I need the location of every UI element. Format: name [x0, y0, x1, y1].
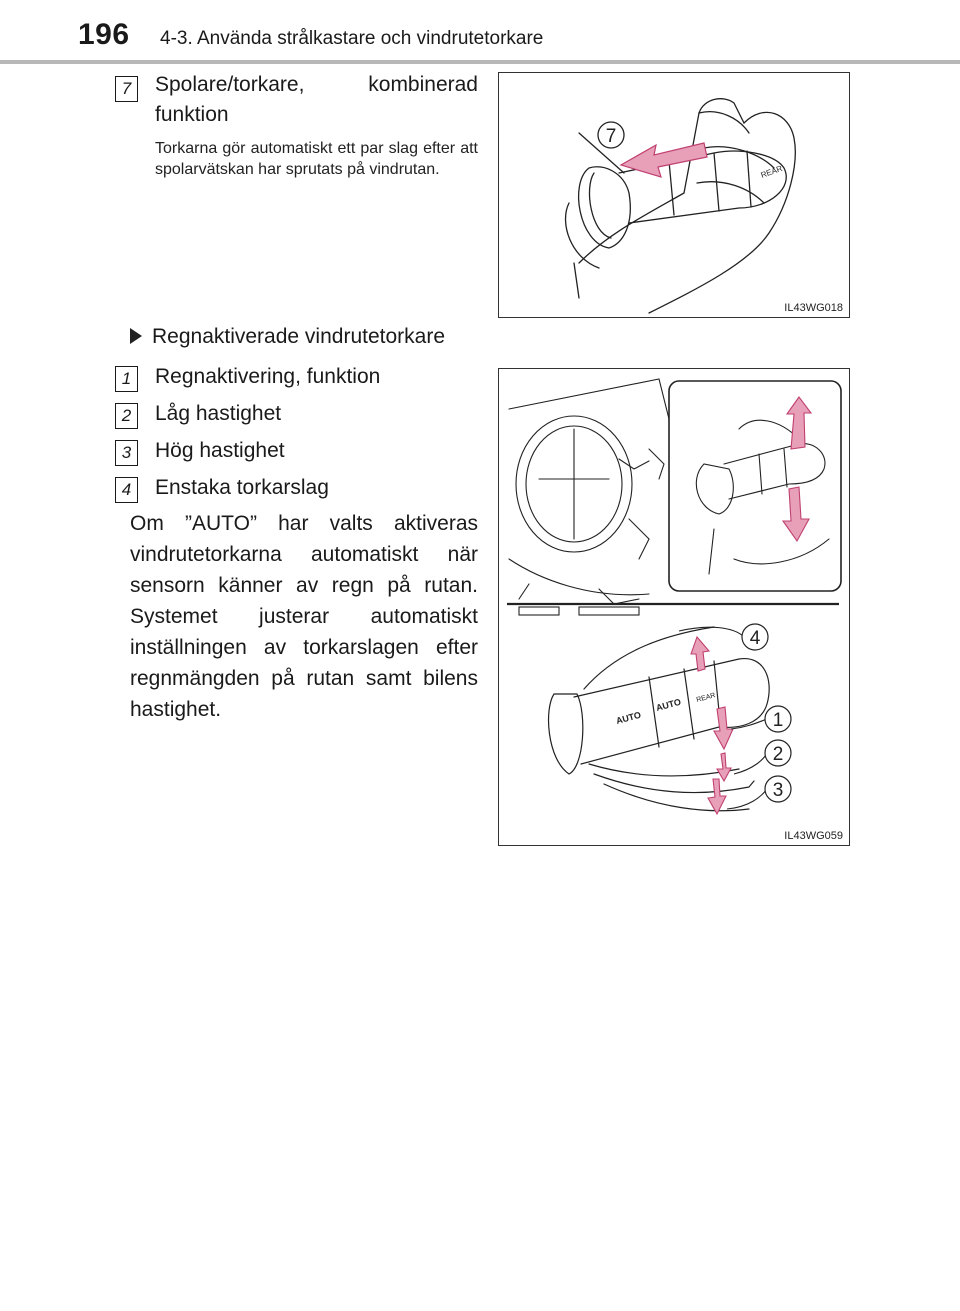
header-rule [0, 60, 960, 64]
wiper-lever-illustration [499, 73, 849, 317]
rain-section-heading [130, 322, 445, 352]
arrow-high-icon [708, 779, 726, 814]
rain-wiper-illustration [499, 369, 849, 845]
callout-2: 2 [772, 744, 784, 765]
figure-washer-wiper [498, 72, 850, 318]
page-number: 196 [78, 18, 130, 51]
callout-7: 7 [605, 126, 617, 147]
lever-label-auto-2: AUTO [654, 696, 682, 713]
item-number-3: 3 [115, 440, 138, 466]
callout-4: 4 [749, 628, 761, 649]
item-label-1: Regnaktivering, funktion [155, 365, 381, 388]
item-number-4: 4 [115, 477, 138, 503]
item7-description: Torkarna gör automatiskt ett par slag efter att spolarvätskan har sprutats på vindrutan. [155, 140, 478, 178]
arrow-low-icon [717, 753, 731, 781]
push-arrow-icon [621, 143, 707, 177]
arrow-single-wipe-icon [691, 637, 709, 671]
item-number-1: 1 [115, 366, 138, 392]
section-title: 4-3. Använda strålkastare och vindrutetorkare [160, 28, 544, 49]
item7-title: Spolare/torkare, kombinerad funktion [155, 73, 478, 126]
item-label-4: Enstaka torkarslag [155, 476, 329, 499]
triangle-bullet-icon [130, 328, 142, 344]
item-number-2: 2 [115, 403, 138, 429]
figure-rain-sensing-wiper [498, 368, 850, 846]
lever-label-rear: REAR [759, 163, 784, 180]
item-label-3: Hög hastighet [155, 439, 285, 462]
item-label-2: Låg hastighet [155, 402, 282, 425]
item-number-7: 7 [115, 76, 138, 102]
lever-label-auto-1: AUTO [614, 709, 642, 726]
figure2-code: IL43WG059 [784, 830, 843, 842]
rain-heading-text: Regnaktiverade vindrutetorkare [152, 325, 445, 348]
callout-3: 3 [772, 780, 784, 801]
lever-label-rear-2: REAR [695, 692, 717, 704]
callout-1: 1 [772, 710, 784, 731]
figure1-code: IL43WG018 [784, 302, 843, 314]
rain-paragraph: Om ”AUTO” har valts aktiveras vindrutetorkarna automatiskt när sensorn känner av regn på rutan. Systemet justerar automatiskt inställningen av torkarslagen efter regnmängden på rutan samt bilens hastighet. [130, 512, 478, 721]
inset-box [669, 381, 841, 591]
